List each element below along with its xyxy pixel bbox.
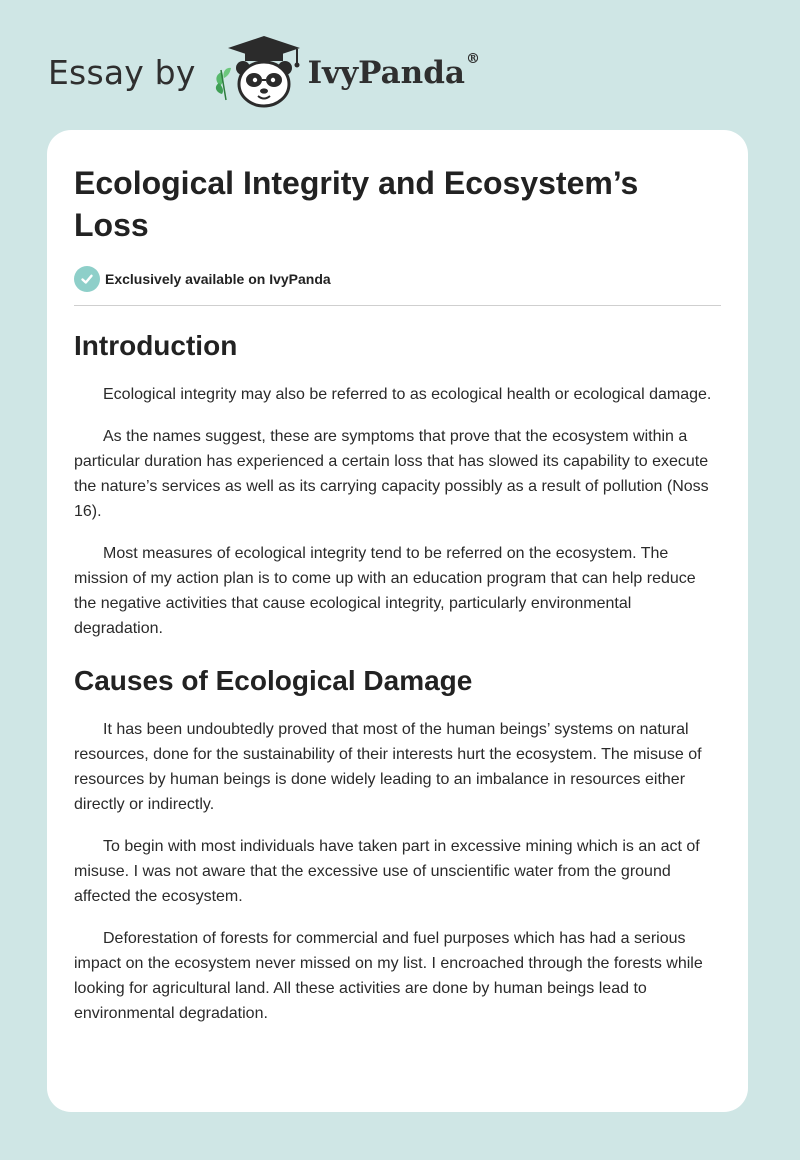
title-divider (74, 305, 721, 306)
section-heading: Causes of Ecological Damage (74, 665, 473, 696)
section-heading: Introduction (74, 330, 238, 361)
essay-card (47, 130, 748, 1112)
panda-graduate-icon[interactable] (212, 34, 304, 110)
exclusive-badge (74, 265, 721, 293)
check-icon (74, 266, 100, 292)
paragraph: Most measures of ecological integrity tend to be referred on the ecosystem. The mission of my action plan is to come up with an education program that can help reduce the negative activities that cause ecological integrity, particularly environmental degradation. (74, 545, 696, 637)
paragraph: Deforestation of forests for commercial and fuel purposes which has had a serious impact on the ecosystem never missed on my list. I encroached through the forests while looking for agricultural land. All these activities are done by human beings lead to environmental degradation. (74, 930, 703, 1022)
site-header (48, 34, 480, 110)
exclusive-badge-text: Exclusively available on IvyPanda (105, 271, 331, 287)
essay-by-label: Essay by (48, 52, 196, 92)
section-introduction (74, 328, 721, 641)
paragraph: It has been undoubtedly proved that most of the human beings’ systems on natural resources, done for the sustainability of their interests hurt the ecosystem. The misuse of resources by human beings is done widely leading to an imbalance in resources either directly or indirectly. (74, 721, 702, 813)
registered-mark: ® (465, 51, 480, 67)
paragraph: As the names suggest, these are symptoms that prove that the ecosystem within a particular duration has experienced a certain loss that has slowed its capability to execute the nature’s services as well as its carrying capacity possibly as a result of pollution (Noss 16). (74, 428, 709, 520)
section-causes (74, 663, 721, 1026)
paragraph: Ecological integrity may also be referred to as ecological health or ecological damage. (103, 386, 712, 403)
paragraph: To begin with most individuals have taken part in excessive mining which is an act of misuse. I was not aware that the excessive use of unscientific water from the ground affected the ecosystem. (74, 838, 700, 905)
brand-name-text: IvyPanda (307, 55, 465, 91)
brand-name[interactable] (307, 51, 480, 91)
page-title: Ecological Integrity and Ecosystem’s Loss (74, 165, 639, 243)
